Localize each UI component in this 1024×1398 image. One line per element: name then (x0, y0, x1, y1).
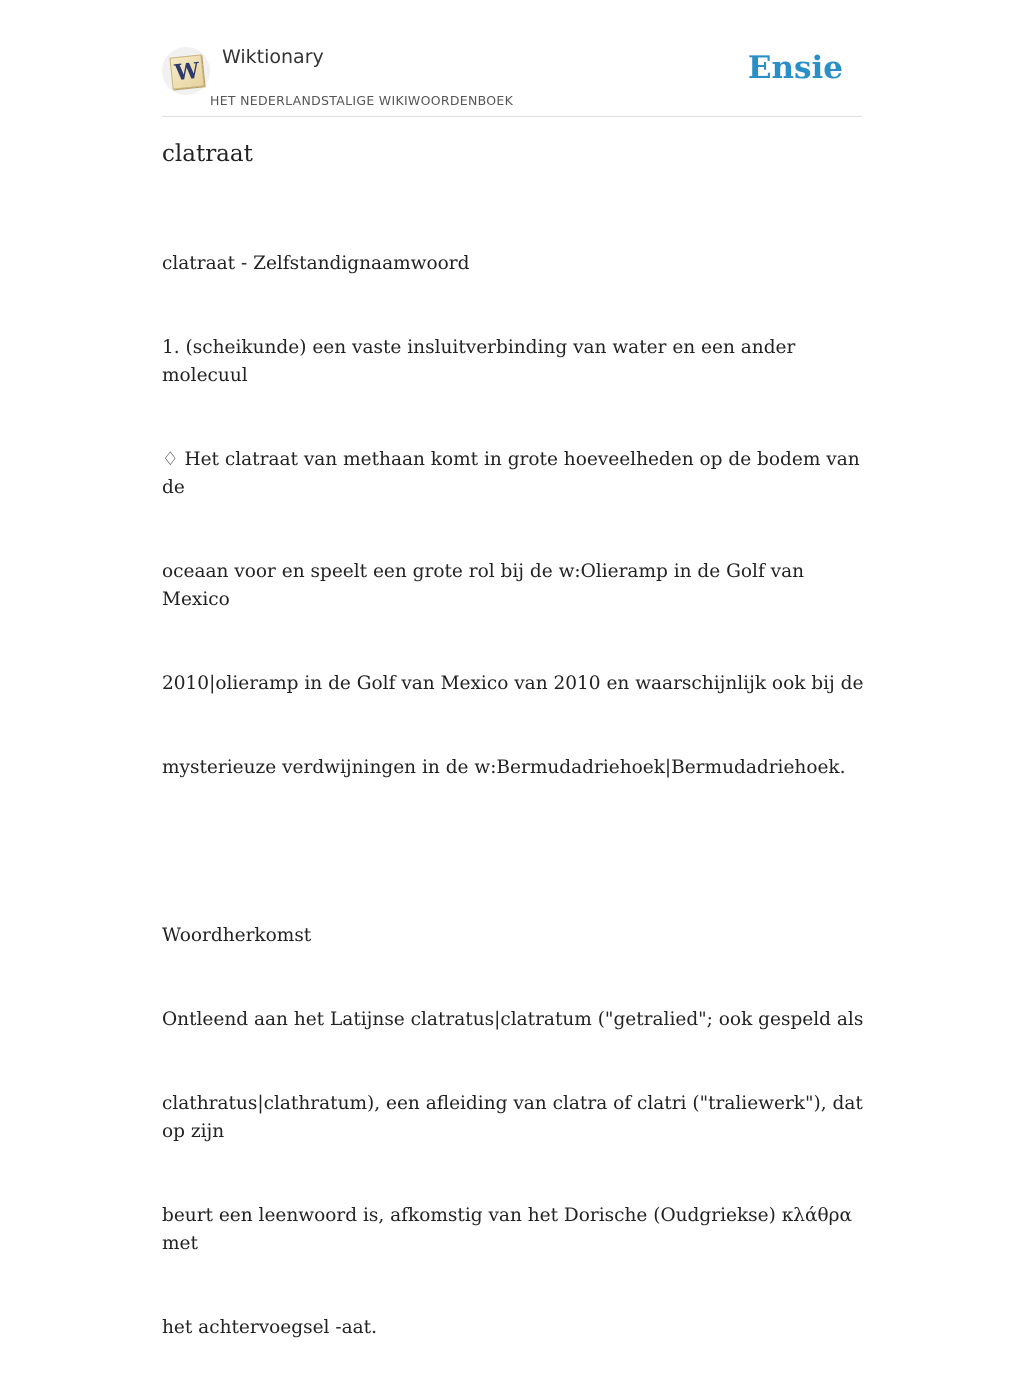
definition-line: oceaan voor en speelt een grote rol bij de w:Olieramp in de Golf van Mexico (162, 561, 810, 610)
etymology-line: Ontleend aan het Latijnse clatratus|clatratum ("getralied"; ook gespeld als (162, 1009, 864, 1030)
entry-body (162, 194, 867, 1398)
definition-line: 2010|olieramp in de Golf van Mexico van 2010 en waarschijnlijk ook bij de (162, 673, 864, 694)
page-title: clatraat (162, 141, 253, 167)
part-of-speech-line: clatraat - Zelfstandignaamwoord (162, 253, 470, 274)
etymology-line: beurt een leenwoord is, afkomstig van het Dorische (Oudgriekse) κλάθρα met (162, 1205, 858, 1254)
site-header (162, 40, 862, 117)
wiktionary-logo[interactable] (162, 47, 210, 95)
ensie-brand-logo[interactable]: Ensie (747, 50, 843, 86)
definition-line: ♢ Het clatraat van methaan komt in grote hoeveelheden op de bodem van de (162, 449, 866, 498)
wiktionary-logo-icon: W (169, 54, 204, 89)
paragraph-gap (162, 838, 867, 866)
etymology-line: clathratus|clathratum), een afleiding van clatra of clatri ("traliewerk"), dat op zijn (162, 1093, 869, 1142)
etymology-line: het achtervoegsel -aat. (162, 1317, 377, 1338)
site-tagline: HET NEDERLANDSTALIGE WIKIWOORDENBOEK (210, 93, 514, 108)
etymology-heading: Woordherkomst (162, 925, 312, 946)
definition-line: mysterieuze verdwijningen in de w:Bermudadriehoek|Bermudadriehoek. (162, 757, 846, 778)
definition-line: 1. (scheikunde) een vaste insluitverbinding van water en een ander molecuul (162, 337, 802, 386)
entry-content (162, 138, 867, 1398)
site-name[interactable]: Wiktionary (222, 46, 324, 68)
